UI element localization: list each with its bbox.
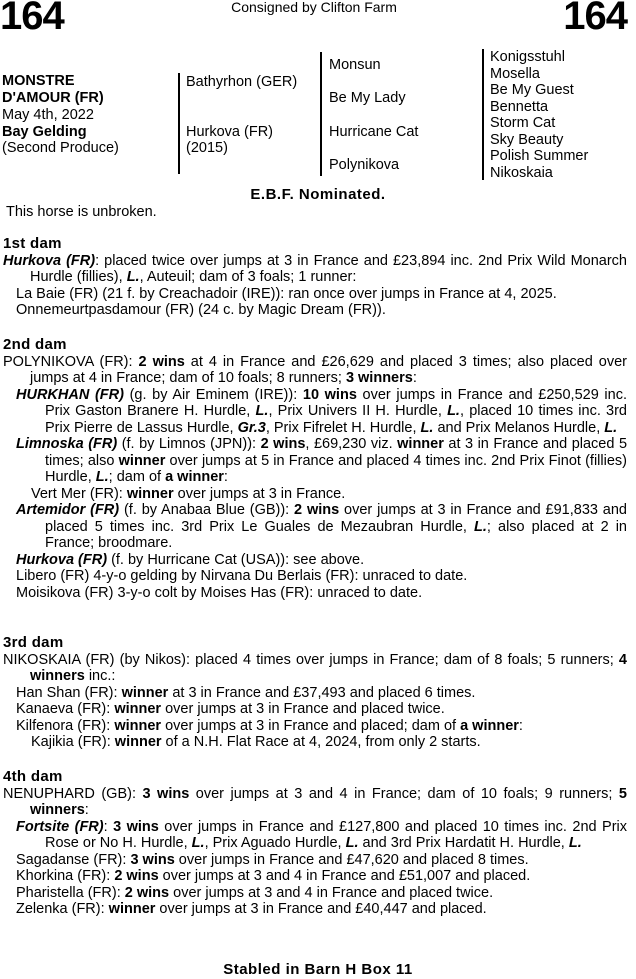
first-dam-section [3,236,627,319]
produce-sagadanse [3,852,627,869]
winner: winner [121,684,169,701]
listed-mark: L. [447,403,460,419]
pedigree-sire-sire: Monsun [329,57,381,73]
text: Kajikia (FR): [31,734,115,750]
listed-mark: L. [95,469,109,485]
horse-name: Artemidor (FR) [16,502,120,518]
text: over jumps in France and £250,529 inc. Prix Gaston Branere H. Hurdle, [45,386,627,419]
wins: 2 wins [260,436,306,452]
text: and Prix Melanos Hurdle, [433,419,605,436]
third-dam-section [3,635,627,751]
text: NIKOSKAIA (FR) (by Nikos): placed 4 times over jumps in France; dam of 8 foals; 5 runners; [3,651,619,668]
pedigree-bar-3 [482,49,484,180]
horse-name: Fortsite (FR) [16,818,104,835]
pedigree-gen4-item: Konigsstuhl [490,49,565,65]
first-dam-produce: Onnemeurtpasdamour (FR) (24 c. by Magic Dream (FR)). [16,302,386,318]
text: at 4 in France and £26,629 and placed 3 times; also placed over jumps at 4 in France; dam of 10 foals; 8 runners; [30,353,627,386]
text: (f. by Limnos (JPN)): [117,436,261,452]
wins: 2 wins [294,502,340,518]
text: , Prix Aguado Hurdle, [204,835,346,851]
produce-pharistella [3,885,627,902]
horse-name: Hurkova (FR) [3,252,96,269]
pedigree-dam-year: (2015) [186,140,228,156]
text: at 3 in France and £37,493 and placed 6 times. [168,684,476,701]
wins: 2 wins [114,868,159,884]
produce-vert-mer [3,486,627,503]
horse-name: HURKHAN (FR) [16,386,124,403]
listed-mark: L. [191,835,205,851]
consignor: Consigned by Clifton Farm [231,0,397,15]
text: : [223,469,228,485]
pedigree-gen4-item: Nikoskaia [490,164,553,181]
text: Sagadanse (FR): [16,851,131,868]
text: over jumps at 3 in France and placed; dam of [161,717,461,734]
winners: 5 winners [30,785,627,818]
text: over jumps at 3 in France and £40,447 and placed. [155,901,487,917]
text: inc.: [84,668,116,684]
text: NENUPHARD (GB): [3,785,143,802]
text: Kanaeva (FR): [16,701,115,717]
fourth-dam-main [3,786,627,819]
unbroken-note: This horse is unbroken. [6,204,157,220]
text: over jumps at 5 in France and placed 4 times inc. 2nd Prix Finot (fillies) Hurdle, [45,452,627,485]
text: : [103,818,114,835]
produce-artemidor [3,502,627,552]
section-heading: 2nd dam [3,336,67,353]
text: , Auteuil; dam of 3 foals; 1 runner: [139,269,357,285]
text: and 3rd Prix Hardatit H. Hurdle, [358,835,569,851]
horse-description: Bay Gelding [2,124,87,140]
listed-mark: L. [255,403,269,419]
text: over jumps at 3 in France. [173,485,346,502]
text: over jumps at 3 and 4 in France and £51,007 and placed. [158,868,531,884]
text: , Prix Univers II H. Hurdle, [268,403,448,419]
horse-name: Hurkova (FR) [16,551,108,568]
text: (g. by Air Eminem (IRE)): [123,386,303,403]
text: ; dam of [108,469,166,485]
winner: winner [114,717,162,734]
winners: 4 winners [30,651,627,684]
text: over jumps at 3 and 4 in France; dam of 10 foals; 9 runners; [189,785,619,802]
text: Khorkina (FR): [16,868,115,884]
winner: winner [126,485,174,502]
wins: 3 wins [113,818,159,835]
produce-hurkova [3,552,627,569]
winners: a winner [460,717,519,734]
produce-moisikova: Moisikova (FR) 3-y-o colt by Moises Has (FR): unraced to date. [16,584,423,601]
pedigree-gen4-item: Polish Summer [490,148,589,164]
pedigree-gen4-item: Sky Beauty [490,131,564,148]
group-mark: Gr.3 [237,419,266,436]
wins: 3 wins [130,851,175,868]
listed-mark: L. [604,419,618,436]
produce-fortsite [3,819,627,852]
second-dam-main [3,354,627,387]
text: : placed twice over jumps at 3 in France and £23,894 inc. 2nd Prix Wild Monarch Hurdle (fillies), [30,252,627,285]
horse-name: Limnoska (FR) [16,436,118,452]
first-dam-produce: La Baie (FR) (21 f. by Creachadoir (IRE)): ran once over jumps in France at 4, 2025. [16,285,557,302]
text: Pharistella (FR): [16,884,125,901]
text: Han Shan (FR): [16,684,122,701]
winner: winner [118,452,166,469]
ebf-nominated: E.B.F. Nominated. [250,186,386,203]
text: over jumps in France and £127,800 and placed 10 times inc. 2nd Prix Rose or No H. Hurdle, [45,818,628,851]
pedigree-sire: Bathyrhon (GER) [186,74,298,90]
winners: 3 winners [345,370,413,386]
text: Vert Mer (FR): [31,485,127,502]
produce-kanaeva [3,701,627,718]
pedigree-gen4-item: Storm Cat [490,115,556,131]
text: POLYNIKOVA (FR): [3,353,139,370]
produce-khorkina [3,868,627,885]
pedigree-bar-1 [178,73,180,174]
produce-zelenka [3,901,627,918]
horse-foaled: May 4th, 2022 [2,107,94,123]
text: Zelenka (FR): [16,901,109,917]
text: over jumps at 3 and 4 in France and placed twice. [169,884,494,901]
text: over jumps at 3 in France and placed twice. [161,701,445,717]
winner: winner [114,734,162,750]
produce-libero: Libero (FR) 4-y-o gelding by Nirvana Du Berlais (FR): unraced to date. [16,568,468,584]
listed-mark: L. [474,518,487,535]
winner: winner [114,701,162,717]
text: , placed 10 times inc. 3rd Prix Pierre de Lassus Hurdle, [45,403,628,436]
text: (f. by Hurricane Cat (USA)): see above. [107,551,365,568]
text: (f. by Anabaa Blue (GB)): [119,502,295,518]
produce-hurkhan [3,387,627,437]
produce-limnoska [3,436,627,486]
winners: a winner [165,469,224,485]
text: : [412,370,417,386]
pedigree-sire-dam: Be My Lady [329,90,406,106]
text: : [84,802,89,818]
pedigree-gen4-item: Mosella [490,65,540,82]
stabling-info: Stabled in Barn H Box 11 [223,961,413,978]
lot-number-left: 164 [0,0,64,38]
second-dam-section [3,337,627,601]
pedigree-gen4-item: Be My Guest [490,82,574,98]
text: over jumps in France and £47,620 and placed 8 times. [174,851,529,868]
first-dam-main [3,253,627,286]
text: : [518,717,523,734]
horse-produce: (Second Produce) [2,140,119,156]
section-heading: 4th dam [3,768,63,785]
pedigree-dam-sire: Hurricane Cat [329,124,419,140]
text: ; also placed at 2 in France; broodmare. [45,518,627,551]
horse-name-line1: MONSTRE [2,73,75,89]
text: Kilfenora (FR): [16,717,115,734]
pedigree-bar-2 [320,52,322,176]
produce-han-shan [3,685,627,702]
listed-mark: L. [420,419,434,436]
produce-kajikia [3,734,627,751]
lot-number-right: 164 [563,0,627,38]
winner: winner [397,436,444,452]
text: over jumps at 3 in France and £91,833 and placed 5 times inc. 3rd Prix Le Guales de Mezaubran Hurdle, [45,502,627,535]
wins: 2 wins [138,353,185,370]
text: of a N.H. Flat Race at 4, 2024, from only 2 starts. [161,734,481,750]
winner: winner [108,901,156,917]
produce-kilfenora [3,718,627,735]
fourth-dam-section [3,769,627,918]
text: at 3 in France and placed 5 times; also [45,436,628,469]
section-heading: 3rd dam [3,634,64,651]
wins: 10 wins [302,386,357,403]
pedigree-dam-dam: Polynikova [329,157,400,173]
pedigree-dam: Hurkova (FR) [186,124,274,140]
pedigree-gen4-item: Bennetta [490,98,549,115]
listed-mark: L. [126,269,140,285]
listed-mark: L. [568,835,582,851]
pedigree-gen4 [490,49,588,181]
section-heading: 1st dam [3,235,62,252]
wins: 2 wins [124,884,170,901]
wins: 3 wins [142,785,190,802]
third-dam-main [3,652,627,685]
listed-mark: L. [345,835,359,851]
horse-name-line2: D'AMOUR (FR) [2,90,104,106]
text: , £69,230 viz. [305,436,398,452]
text: , Prix Fifrelet H. Hurdle, [265,419,421,436]
